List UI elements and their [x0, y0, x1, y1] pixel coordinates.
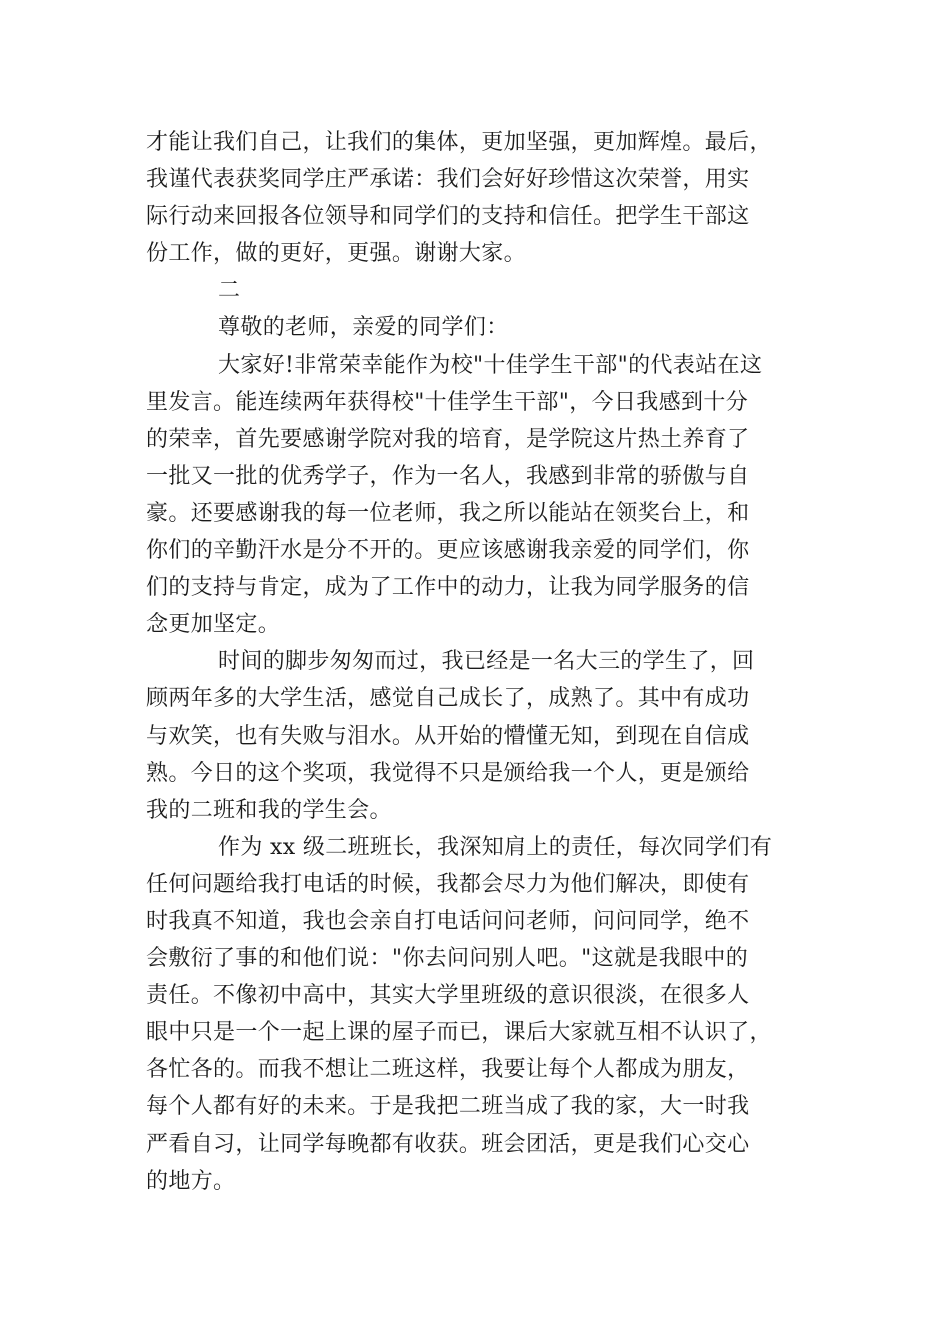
text-line: 尊敬的老师，亲爱的同学们： — [218, 315, 509, 341]
text-line: 严看自习，让同学每晚都有收获。班会团活，更是我们心交心 — [146, 1131, 750, 1157]
text-line: 眼中只是一个一起上课的屋子而已，课后大家就互相不认识了， — [146, 1020, 772, 1046]
text-line: 的地方。 — [146, 1168, 236, 1194]
text-line: 各忙各的。而我不想让二班这样，我要让每个人都成为朋友， — [146, 1057, 750, 1083]
text-line: 二 — [218, 278, 241, 304]
text-line: 责任。不像初中高中，其实大学里班级的意识很淡，在很多人 — [146, 983, 750, 1009]
text-line: 会敷衍了事的和他们说："你去问问别人吧。"这就是我眼中的 — [146, 946, 749, 972]
text-line: 任何问题给我打电话的时候，我都会尽力为他们解决，即使有 — [146, 871, 750, 897]
text-line: 我的二班和我的学生会。 — [146, 797, 392, 823]
text-line: 豪。还要感谢我的每一位老师，我之所以能站在领奖台上，和 — [146, 500, 750, 526]
text-line: 顾两年多的大学生活，感觉自己成长了，成熟了。其中有成功 — [146, 686, 750, 712]
text-line: 际行动来回报各位领导和同学们的支持和信任。把学生干部这 — [146, 204, 750, 230]
text-line: 每个人都有好的未来。于是我把二班当成了我的家，大一时我 — [146, 1094, 750, 1120]
text-line: 的荣幸，首先要感谢学院对我的培育，是学院这片热土养育了 — [146, 426, 750, 452]
text-line: 里发言。能连续两年获得校"十佳学生干部"，今日我感到十分 — [146, 389, 749, 415]
text-line: 时我真不知道，我也会亲自打电话问问老师，问问同学，绝不 — [146, 908, 750, 934]
text-line: 熟。今日的这个奖项，我觉得不只是颁给我一个人，更是颁给 — [146, 760, 750, 786]
text-line: 们的支持与肯定，成为了工作中的动力，让我为同学服务的信 — [146, 575, 750, 601]
text-line: 时间的脚步匆匆而过，我已经是一名大三的学生了，回 — [218, 649, 755, 675]
text-line: 作为 xx 级二班班长，我深知肩上的责任，每次同学们有 — [218, 834, 773, 860]
text-line: 份工作，做的更好，更强。谢谢大家。 — [146, 241, 526, 267]
text-line: 与欢笑，也有失败与泪水。从开始的懵懂无知，到现在自信成 — [146, 723, 750, 749]
document-body — [146, 124, 806, 1200]
text-line: 你们的辛勤汗水是分不开的。更应该感谢我亲爱的同学们，你 — [146, 538, 750, 564]
text-line: 我谨代表获奖同学庄严承诺：我们会好好珍惜这次荣誉，用实 — [146, 167, 750, 193]
text-line: 一批又一批的优秀学子，作为一名人，我感到非常的骄傲与自 — [146, 463, 750, 489]
text-line: 才能让我们自己，让我们的集体，更加坚强，更加辉煌。最后， — [146, 130, 772, 155]
text-line: 大家好!非常荣幸能作为校"十佳学生干部"的代表站在这 — [218, 352, 763, 378]
text-line: 念更加坚定。 — [146, 612, 281, 638]
